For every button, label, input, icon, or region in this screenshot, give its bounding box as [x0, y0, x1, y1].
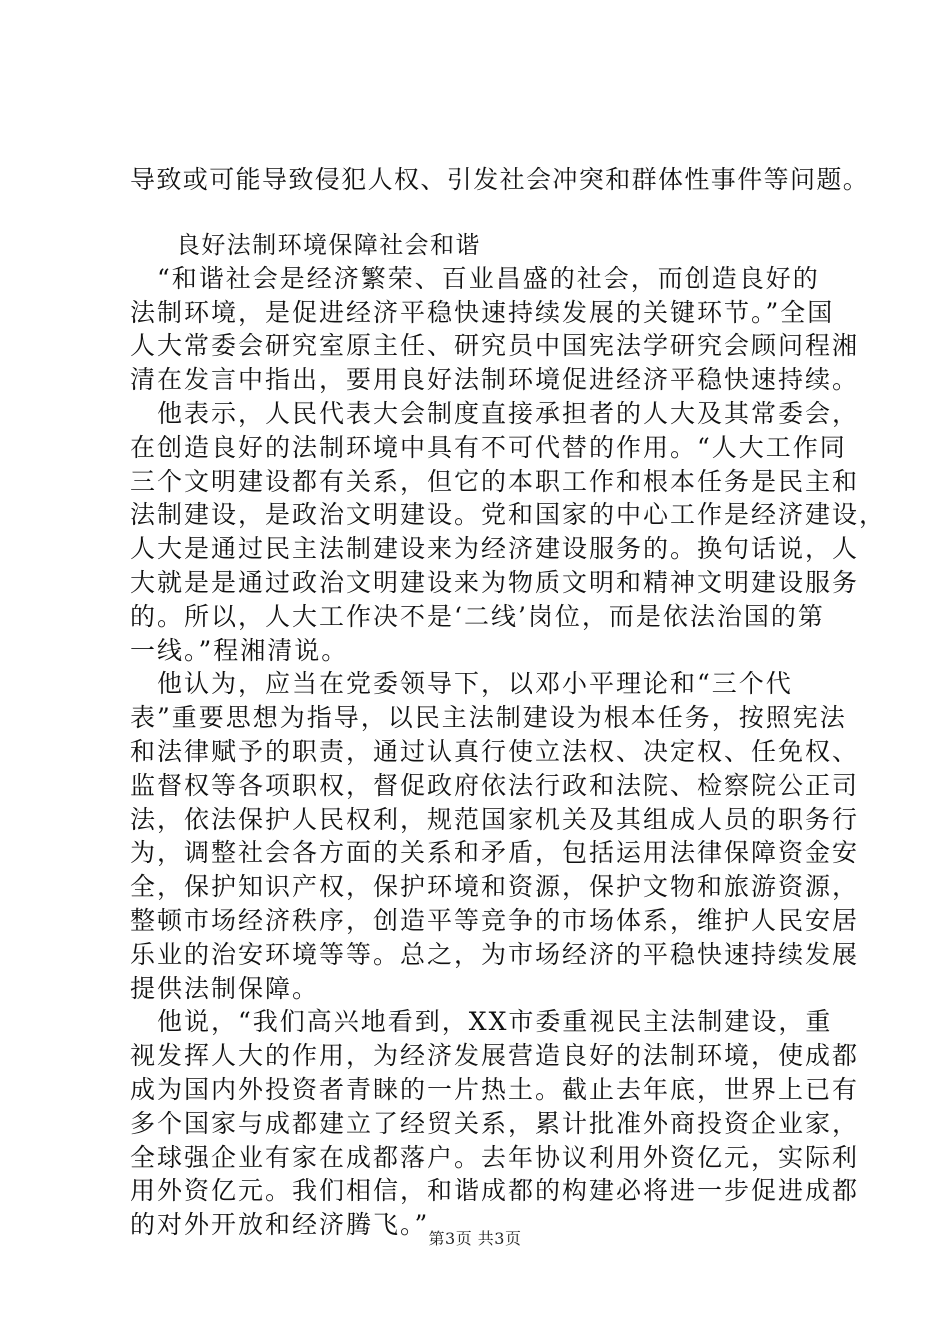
text-line: 人大是通过民主法制建设来为经济建设服务的。换句话说，人 — [130, 534, 860, 564]
text-line: 为，调整社会各方面的关系和矛盾，包括运用法律保障资金安 — [130, 838, 860, 868]
text-line: 成为国内外投资者青睐的一片热土。截止去年底，世界上已有 — [130, 1074, 860, 1104]
text-line: 法制建设，是政治文明建设。党和国家的中心工作是经济建设， — [130, 500, 887, 530]
text-line: 和法律赋予的职责，通过认真行使立法权、决定权、任免权、 — [130, 736, 860, 766]
text-line: 视发挥人大的作用，为经济发展营造良好的法制环境，使成都 — [130, 1041, 860, 1071]
text-line: 清在发言中指出，要用良好法制环境促进经济平稳快速持续。 — [130, 365, 860, 395]
text-line: 乐业的治安环境等等。总之，为市场经济的平稳快速持续发展 — [130, 939, 860, 969]
text-line: 提供法制保障。 — [130, 973, 320, 1003]
text-line: 多个国家与成都建立了经贸关系，累计批准外商投资企业家， — [130, 1108, 860, 1138]
text-line: 他表示，人民代表大会制度直接承担者的人大及其常委会， — [130, 398, 860, 428]
text-line: 用外资亿元。我们相信，和谐成都的构建必将进一步促进成都 — [130, 1176, 860, 1206]
section-heading: 良好法制环境保障社会和谐 — [176, 230, 481, 259]
text-line: 整顿市场经济秩序，创造平等竞争的市场体系，维护人民安居 — [130, 905, 860, 935]
text-line: 他认为，应当在党委领导下，以邓小平理论和“三个代 — [130, 669, 793, 699]
text-line: 三个文明建设都有关系，但它的本职工作和根本任务是民主和 — [130, 466, 860, 496]
text-line: 在创造良好的法制环境中具有不可代替的作用。“人大工作同 — [130, 432, 847, 462]
text-line: 的对外开放和经济腾飞。” — [130, 1210, 430, 1240]
text-line: 法，依法保护人民权利，规范国家机关及其组成人员的职务行 — [130, 804, 860, 834]
text-line: 全球强企业有家在成都落户。去年协议利用外资亿元，实际利 — [130, 1142, 860, 1172]
paragraph-3 — [130, 667, 860, 1005]
text-line: 表”重要思想为指导，以民主法制建设为根本任务，按照宪法 — [130, 703, 847, 733]
page-footer: 第3页 共3页 — [428, 1229, 522, 1248]
paragraph-gap — [130, 197, 845, 229]
text-line: 他说，“我们高兴地看到，XX市委重视民主法制建设，重 — [130, 1007, 833, 1037]
paragraph-1 — [130, 262, 860, 397]
paragraph-2 — [130, 397, 887, 667]
text-line: 一线。”程湘清说。 — [130, 635, 349, 665]
lead-line: 导致或可能导致侵犯人权、引发社会冲突和群体性事件等问题。 — [130, 165, 870, 194]
text-line: 的。所以，人大工作决不是‘二线’岗位，而是依法治国的第 — [130, 601, 825, 631]
text-line: “和谐社会是经济繁荣、百业昌盛的社会，而创造良好的 — [130, 263, 820, 293]
text-line: 人大常委会研究室原主任、研究员中国宪法学研究会顾问程湘 — [130, 331, 860, 361]
document-body — [130, 163, 887, 1242]
paragraph-4 — [130, 1005, 860, 1242]
text-line: 大就是是通过政治文明建设来为物质文明和精神文明建设服务 — [130, 567, 860, 597]
text-line: 法制环境，是促进经济平稳快速持续发展的关键环节。”全国 — [130, 297, 835, 327]
text-line: 全，保护知识产权，保护环境和资源，保护文物和旅游资源， — [130, 872, 860, 902]
text-line: 监督权等各项职权，督促政府依法行政和法院、检察院公正司 — [130, 770, 860, 800]
